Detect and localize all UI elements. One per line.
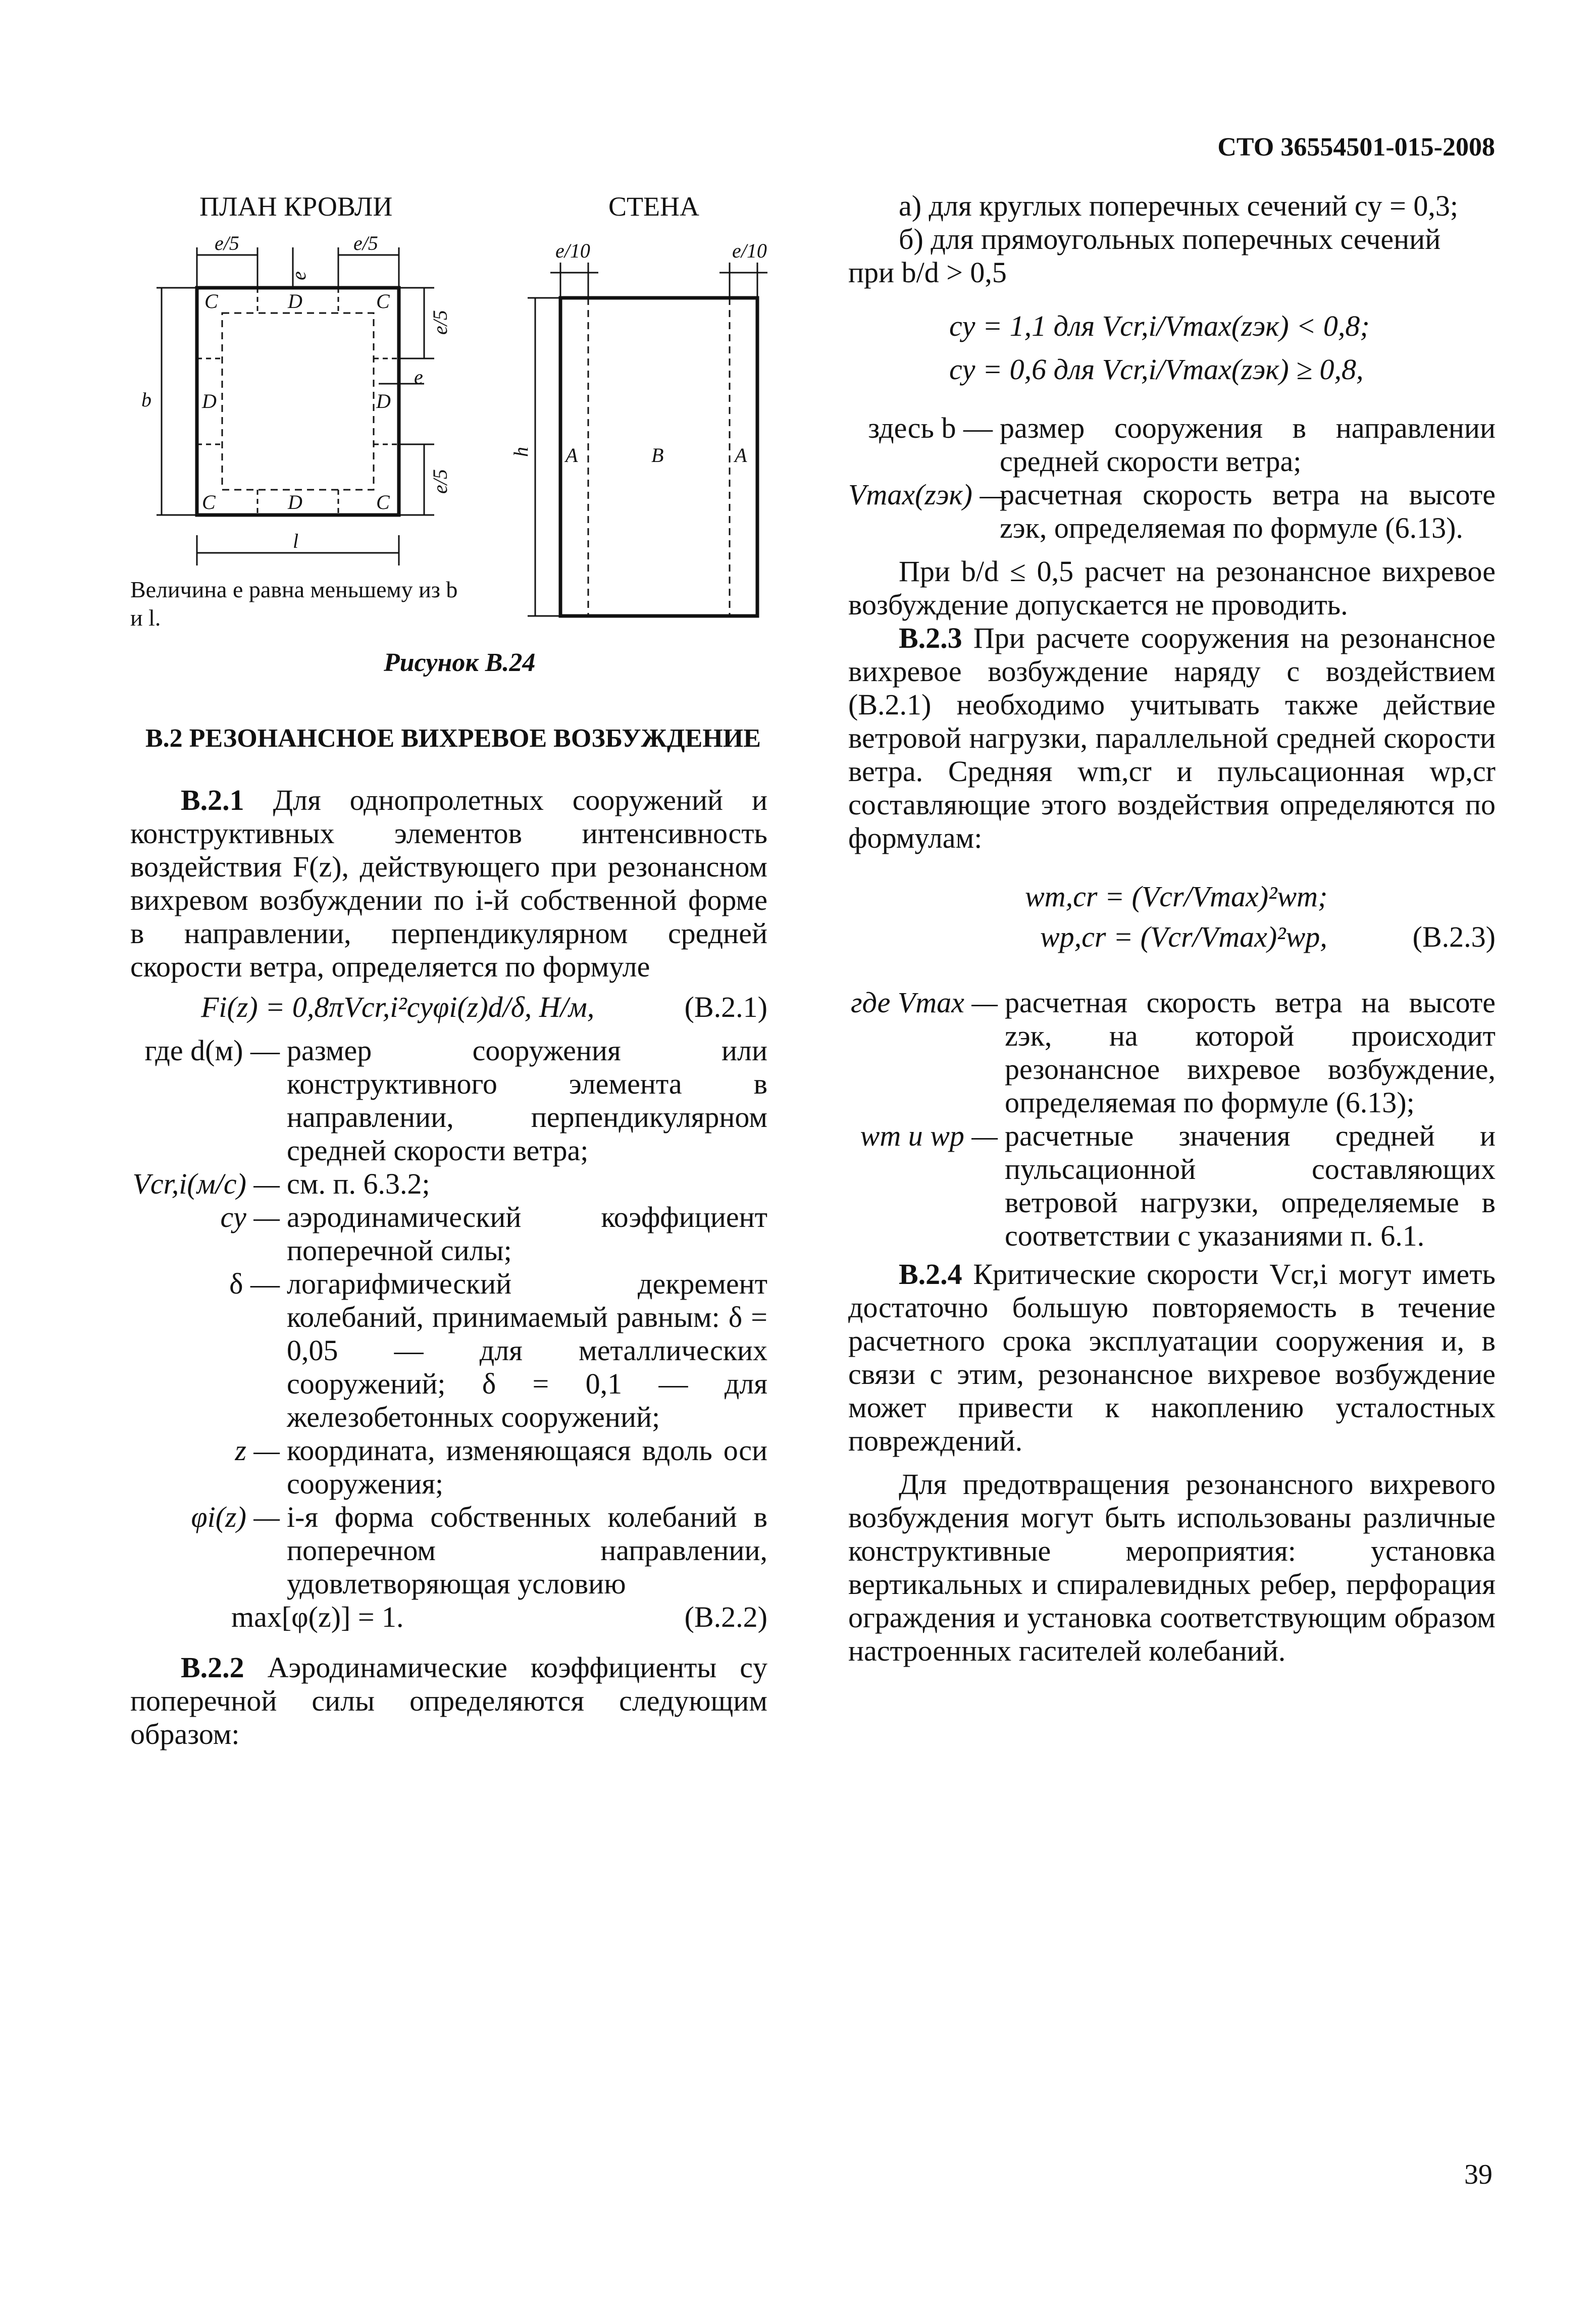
- plan-inner-zone: [222, 313, 374, 490]
- wall-diagram: [505, 232, 788, 636]
- definition-text: размер сооружения или конструктивного элемента в направлении, перпендикулярном средней скорости ветра;: [287, 1034, 767, 1167]
- formula-b22: [130, 1601, 767, 1641]
- figure-caption: Рисунок В.24: [384, 648, 536, 677]
- definition-text: расчетные значения средней и пульсационной составляющих ветровой нагрузки, определяемые в соответствии с указаниями п. 6.1.: [1005, 1119, 1496, 1252]
- zone-D-top: D: [288, 290, 302, 313]
- label-e5-right-bottom: e/5: [429, 469, 451, 494]
- label-e5-left: e/5: [215, 232, 239, 254]
- paragraph-bd-condition: При b/d ≤ 0,5 расчет на резонансное вихревое возбуждение допускается не проводить.: [848, 555, 1496, 621]
- zone-A-right: A: [735, 444, 747, 467]
- clause-number: В.2.3: [899, 622, 962, 654]
- clause-number: В.2.4: [899, 1258, 962, 1291]
- roof-plan-diagram: [141, 232, 454, 576]
- definition-text: см. п. 6.3.2;: [287, 1167, 430, 1200]
- item-a: а) для круглых поперечных сечений cy = 0,3;: [899, 189, 1459, 222]
- label-e10-left: e/10: [555, 239, 590, 262]
- formula-wmcr: wm,cr = (Vcr/Vmax)²wm;: [1025, 880, 1328, 913]
- wall-title: СТЕНА: [608, 191, 699, 222]
- right-column: [848, 189, 1496, 1668]
- formula-expression: Fi(z) = 0,8πVcr,i²cyφi(z)d/δ, Н/м,: [201, 991, 595, 1023]
- definition-term: здесь b —: [868, 411, 993, 444]
- zone-D-left: D: [202, 390, 217, 412]
- formula-b23: [848, 920, 1496, 961]
- definition-term: где d(м) —: [144, 1034, 280, 1067]
- label-e5-right: e/5: [353, 232, 378, 254]
- label-e5-right-top: e/5: [429, 310, 451, 335]
- item-b-condition: при b/d > 0,5: [848, 256, 1007, 289]
- formula-number: (В.2.1): [684, 991, 767, 1023]
- label-e10-right: e/10: [732, 239, 767, 262]
- definitions-list: [130, 1034, 767, 1601]
- clause-number: В.2.1: [181, 784, 244, 816]
- definitions-list-right-2: [848, 986, 1496, 1253]
- zone-C-tl: C: [204, 290, 218, 313]
- zone-C-bl: C: [202, 491, 216, 513]
- label-h: h: [509, 447, 532, 457]
- paragraph-text: При расчете сооружения на резонансное вихревое возбуждение наряду с воздействием (В.2.1) необходимо учитывать также действие ветровой нагрузки, параллельной средней скорости ветра. Средняя wm,cr и пульсационная wp,cr составляющие этого воздействия определяются по формулам:: [848, 622, 1496, 854]
- label-e-right: e: [414, 366, 423, 388]
- definition-text: координата, изменяющаяся вдоль оси сооружения;: [287, 1434, 767, 1500]
- definition-text: расчетная скорость ветра на высоте zэк, на которой происходит резонансное вихревое возбуждение, определяемая по формуле (6.13);: [1005, 986, 1496, 1119]
- formula-cy-1: cy = 1,1 для Vcr,i/Vmax(zэк) < 0,8;: [949, 310, 1370, 342]
- paragraph-b23: [848, 622, 1496, 855]
- definition-term: wm и wp —: [860, 1119, 998, 1152]
- definition-term: cy —: [220, 1201, 280, 1233]
- formula-expression: max[φ(z)] = 1.: [231, 1601, 404, 1633]
- definition-text: расчетная скорость ветра на высоте zэк, определяемая по формуле (6.13).: [1000, 478, 1496, 544]
- definition-term: δ —: [229, 1267, 280, 1300]
- paragraph-text: Критические скорости Vcr,i могут иметь достаточно большую повторяемость в течение расчетного срока эксплуатации сооружения и, в связи с этим, резонансное вихревое возбуждение может привести к накоплению усталостных повреждений.: [848, 1258, 1496, 1457]
- label-e-top: e: [287, 271, 310, 280]
- definition-term: где Vmax —: [850, 986, 998, 1019]
- definition-term: Vmax(zэк) —: [848, 478, 1006, 511]
- definition-text: размер сооружения в направлении средней скорости ветра;: [1000, 411, 1496, 478]
- definition-text: логарифмический декремент колебаний, принимаемый равным: δ = 0,05 — для металлических сооружений; δ = 0,1 — для железобетонных сооружений;: [287, 1267, 767, 1433]
- formula-cy-2: cy = 0,6 для Vcr,i/Vmax(zэк) ≥ 0,8,: [949, 353, 1364, 386]
- paragraph-text: Аэродинамические коэффициенты cy поперечной силы определяются следующим образом:: [130, 1651, 767, 1750]
- formula-b21: [130, 991, 767, 1031]
- definition-term: Vcr,i(м/с) —: [132, 1167, 280, 1200]
- plan-title: ПЛАН КРОВЛИ: [199, 191, 393, 222]
- formula-number: (В.2.3): [1412, 920, 1496, 953]
- zone-C-br: C: [376, 491, 390, 513]
- paragraph-b21: [130, 784, 767, 984]
- item-b: б) для прямоугольных поперечных сечений: [899, 223, 1441, 255]
- document-code-header: СТО 36554501-015-2008: [1217, 133, 1495, 162]
- label-l: l: [293, 530, 299, 552]
- page-number: 39: [1464, 2159, 1492, 2190]
- zone-A-left: A: [565, 444, 578, 467]
- zone-C-tr: C: [376, 290, 390, 313]
- zone-B: B: [651, 444, 664, 467]
- paragraph-prevention: Для предотвращения резонансного вихревого возбуждения могут быть использованы различные конструктивные мероприятия: установка вертикальных и спиралевидных ребер, перфорация ограждения и установка соответствующим образом настроенных гасителей колебаний.: [848, 1468, 1496, 1667]
- plan-outer-boundary: [197, 288, 399, 515]
- definition-text: аэродинамический коэффициент поперечной силы;: [287, 1201, 767, 1267]
- zone-D-bottom: D: [288, 491, 302, 513]
- left-column: [130, 722, 767, 1751]
- definition-term: z —: [235, 1434, 280, 1467]
- paragraph-b22: [130, 1651, 767, 1751]
- clause-number: В.2.2: [181, 1651, 244, 1684]
- label-b: b: [141, 388, 151, 411]
- paragraph-text: Для однопролетных сооружений и конструктивных элементов интенсивность воздействия F(z), действующего при резонансном вихревом возбуждении по i-й собственной форме в направлении, перпендикулярном средней скорости ветра, определяется по формуле: [130, 784, 767, 983]
- formula-expression: wp,cr = (Vcr/Vmax)²wp,: [1040, 920, 1327, 953]
- figure-note: Величина e равна меньшему из b и l.: [130, 577, 458, 631]
- paragraph-b24: [848, 1258, 1496, 1458]
- section-title: В.2 РЕЗОНАНСНОЕ ВИХРЕВОЕ ВОЗБУЖДЕНИЕ: [145, 724, 761, 753]
- definition-term: φi(z) —: [191, 1501, 280, 1533]
- definition-text: i-я форма собственных колебаний в поперечном направлении, удовлетворяющая условию: [287, 1501, 767, 1600]
- zone-D-right: D: [376, 390, 391, 412]
- definitions-list-right: [848, 411, 1496, 545]
- formula-number: (В.2.2): [684, 1601, 767, 1633]
